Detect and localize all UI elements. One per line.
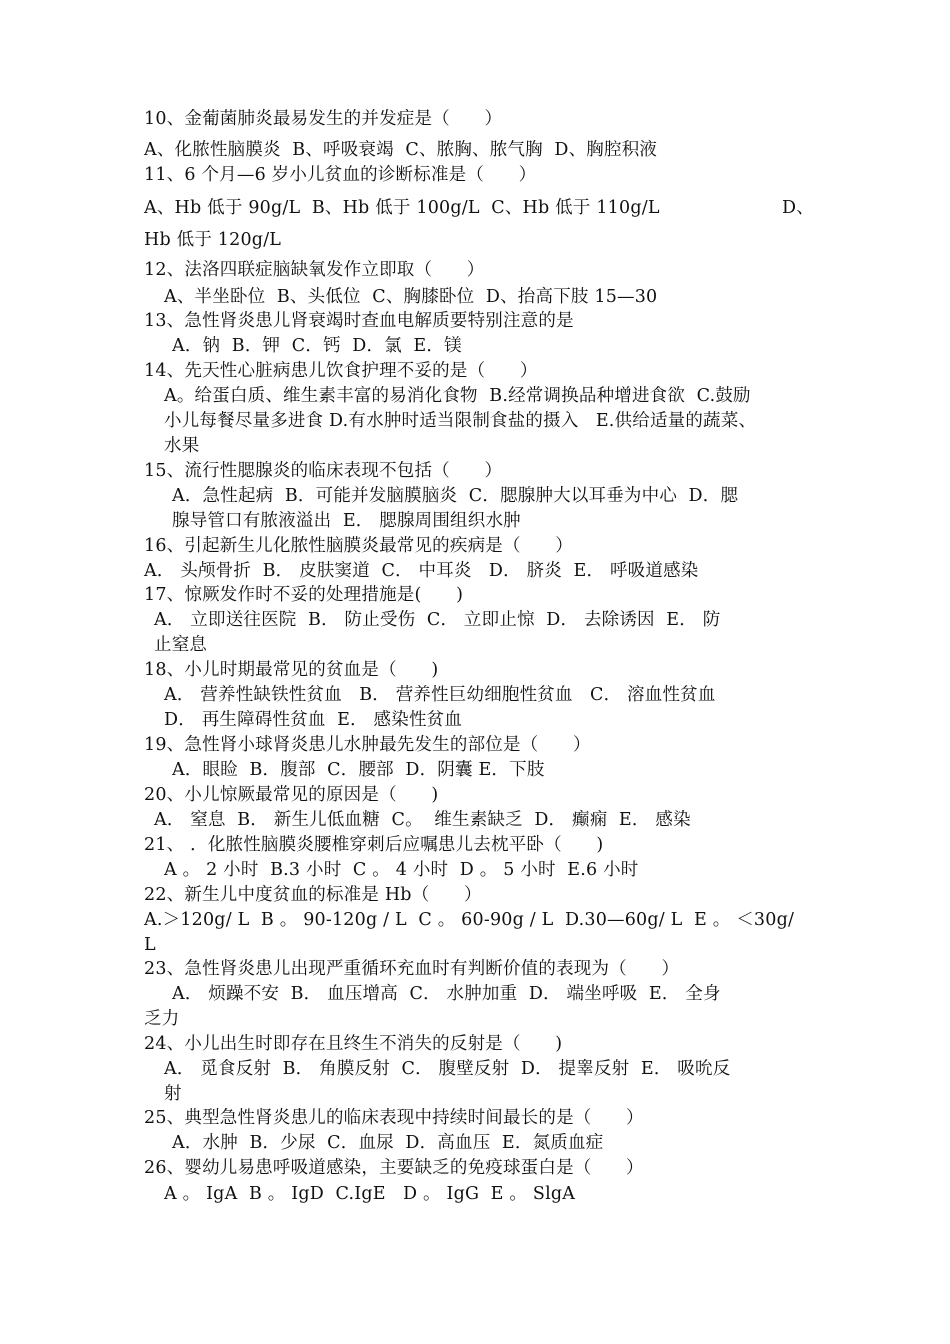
question-21-options: A 。 2 小时 B.3 小时 C 。 4 小时 D 。 5 小时 E.6 小时: [164, 860, 639, 880]
question-19-options: A．眼睑 B．腹部 C．腰部 D．阴囊 E．下肢: [172, 760, 545, 780]
question-24-options-line-1: A． 觅食反射 B． 角膜反射 C． 腹壁反射 D． 提睾反射 E． 吸吮反: [164, 1059, 731, 1079]
question-12-options: A、半坐卧位 B、头低位 C、胸膝卧位 D、抬高下肢 15—30: [164, 287, 658, 307]
question-13-options: A．钠 B．钾 C．钙 D．氯 E．镁: [172, 336, 462, 356]
question-11: 11、6 个月—6 岁小儿贫血的诊断标准是（ ）: [144, 165, 537, 185]
question-14-options-line-3: 水果: [164, 436, 200, 456]
question-20: 20、小儿惊厥最常见的原因是（ ): [144, 785, 439, 805]
question-10: 10、金葡菌肺炎最易发生的并发症是（ ）: [144, 109, 503, 129]
question-22-options-line-2: L: [144, 935, 156, 955]
question-15-options-line-1: A．急性起病 B．可能并发脑膜脑炎 C．腮腺肿大以耳垂为中心 D．腮: [172, 486, 739, 506]
question-21: 21、 ．化脓性脑膜炎腰椎穿刺后应嘱患儿去枕平卧（ ): [144, 835, 604, 855]
question-17-options-line-2: 止窒息: [154, 635, 208, 655]
question-17-options-line-1: A． 立即送往医院 B． 防止受伤 C． 立即止惊 D． 去除诱因 E． 防: [154, 610, 721, 630]
question-16-options: A． 头颅骨折 B． 皮肤窦道 C． 中耳炎 D． 脐炎 E． 呼吸道感染: [144, 561, 699, 581]
question-19: 19、急性肾小球肾炎患儿水肿最先发生的部位是（ ）: [144, 735, 591, 755]
question-22-options-line-1: A.＞120g/ L B 。 90-120g / L C 。 60-90g / L D.30—60g/ L E 。 ＜30g/: [144, 910, 795, 930]
question-25: 25、典型急性肾炎患儿的临床表现中持续时间最长的是（ ）: [144, 1108, 644, 1128]
question-11-options: A、Hb 低于 90g/L B、Hb 低于 100g/L C、Hb 低于 110g/L: [144, 198, 660, 218]
question-14-options-line-2: 小儿每餐尽量多进食 D.有水肿时适当限制食盐的摄入 E.供给适量的蔬菜、: [164, 411, 757, 431]
question-15-options-line-2: 腺导管口有脓液溢出 E． 腮腺周围组织水肿: [172, 511, 521, 531]
question-13: 13、急性肾炎患儿肾衰竭时查血电解质要特别注意的是: [144, 311, 574, 331]
question-23-options-line-1: A． 烦躁不安 B． 血压增高 C． 水肿加重 D． 端坐呼吸 E． 全身: [172, 984, 721, 1004]
question-24: 24、小儿出生时即存在且终生不消失的反射是（ ): [144, 1034, 563, 1054]
question-23: 23、急性肾炎患儿出现严重循环充血时有判断价值的表现为（ ）: [144, 959, 680, 979]
question-11-option-d: Hb 低于 120g/L: [144, 230, 282, 250]
question-12: 12、法洛四联症脑缺氧发作立即取（ ）: [144, 260, 485, 280]
question-18-options-line-2: D． 再生障碍性贫血 E． 感染性贫血: [164, 710, 463, 730]
question-15: 15、流行性腮腺炎的临床表现不包括（ ）: [144, 461, 503, 481]
question-18-options-line-1: A． 营养性缺铁性贫血 B． 营养性巨幼细胞性贫血 C． 溶血性贫血: [164, 685, 716, 705]
question-25-options: A．水肿 B．少尿 C．血尿 D．高血压 E．氮质血症: [172, 1133, 604, 1153]
question-24-options-line-2: 射: [164, 1084, 182, 1104]
question-11-option-d-label: D、: [782, 198, 814, 218]
question-26-options: A 。 IgA B 。 IgD C.IgE D 。 IgG E 。 SlgA: [164, 1184, 576, 1204]
question-14: 14、先天性心脏病患儿饮食护理不妥的是（ ）: [144, 361, 538, 381]
question-23-options-line-2: 乏力: [144, 1009, 180, 1029]
question-20-options: A． 窒息 B． 新生儿低血糖 C。 维生素缺乏 D． 癫痫 E． 感染: [154, 810, 691, 830]
question-14-options-line-1: A。给蛋白质、维生素丰富的易消化食物 B.经常调换品种增进食欲 C.鼓励: [164, 386, 751, 406]
question-16: 16、引起新生儿化脓性脑膜炎最常见的疾病是（ ）: [144, 536, 573, 556]
question-26: 26、婴幼儿易患呼吸道感染，主要缺乏的免疫球蛋白是（ ）: [144, 1158, 644, 1178]
question-10-options: A、化脓性脑膜炎 B、呼吸衰竭 C、脓胸、脓气胸 D、胸腔积液: [144, 140, 658, 160]
question-18: 18、小儿时期最常见的贫血是（ ): [144, 660, 439, 680]
question-17: 17、惊厥发作时不妥的处理措施是( ): [144, 585, 464, 605]
question-22: 22、新生儿中度贫血的标准是 Hb（ ）: [144, 885, 482, 905]
